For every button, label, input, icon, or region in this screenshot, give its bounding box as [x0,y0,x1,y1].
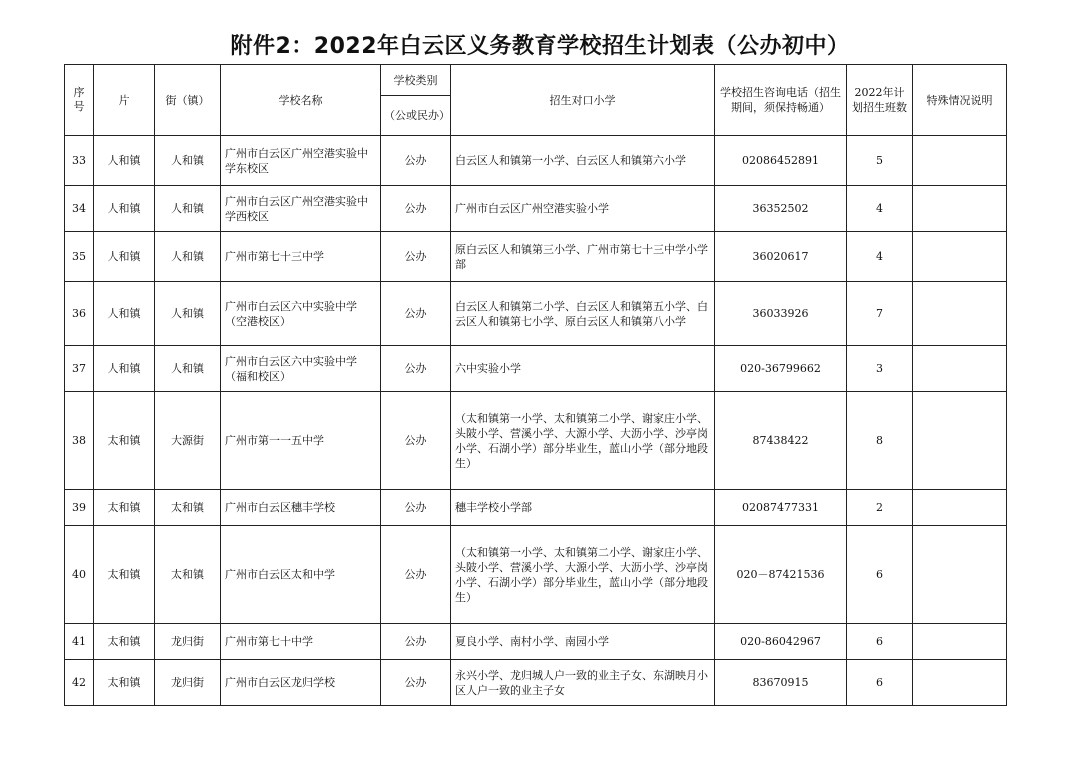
cell-phone: 87438422 [715,392,847,490]
cell-primary: （太和镇第一小学、太和镇第二小学、谢家庄小学、头陂小学、营溪小学、大源小学、大沥小学、沙亭岗小学、石湖小学）部分毕业生，蓝山小学（部分地段生） [451,526,715,624]
header-classes: 2022年计划招生班数 [847,65,913,136]
cell-primary: 白云区人和镇第二小学、白云区人和镇第五小学、白云区人和镇第七小学、原白云区人和镇第八小学 [451,282,715,346]
cell-special-note [913,346,1007,392]
header-special: 特殊情况说明 [913,65,1007,136]
cell-street: 太和镇 [155,490,221,526]
cell-area: 人和镇 [94,232,155,282]
cell-street: 人和镇 [155,282,221,346]
cell-seq: 39 [65,490,94,526]
cell-school-name: 广州市第七十中学 [221,624,381,660]
cell-school-name: 广州市白云区穗丰学校 [221,490,381,526]
cell-area: 太和镇 [94,526,155,624]
cell-school-type: 公办 [381,282,451,346]
cell-phone: 020-36799662 [715,346,847,392]
cell-area: 人和镇 [94,136,155,186]
cell-school-type: 公办 [381,136,451,186]
cell-street: 人和镇 [155,136,221,186]
table-row [65,136,1007,186]
cell-area: 太和镇 [94,392,155,490]
cell-area: 太和镇 [94,624,155,660]
header-area: 片 [94,65,155,136]
cell-classes: 7 [847,282,913,346]
table-row [65,660,1007,706]
cell-phone: 83670915 [715,660,847,706]
cell-school-type: 公办 [381,660,451,706]
cell-phone: 020-86042967 [715,624,847,660]
header-school-type: 学校类别 [381,65,451,96]
cell-special-note [913,624,1007,660]
cell-school-type: 公办 [381,392,451,490]
cell-phone: 020－87421536 [715,526,847,624]
cell-primary: 广州市白云区广州空港实验小学 [451,186,715,232]
header-phone: 学校招生咨询电话（招生期间，须保持畅通） [715,65,847,136]
table-row [65,232,1007,282]
cell-classes: 6 [847,624,913,660]
cell-phone: 02087477331 [715,490,847,526]
cell-classes: 2 [847,490,913,526]
cell-school-name: 广州市白云区六中实验中学（空港校区） [221,282,381,346]
cell-classes: 3 [847,346,913,392]
cell-school-name: 广州市第七十三中学 [221,232,381,282]
cell-special-note [913,282,1007,346]
cell-street: 人和镇 [155,232,221,282]
cell-area: 太和镇 [94,660,155,706]
cell-classes: 6 [847,526,913,624]
cell-area: 太和镇 [94,490,155,526]
cell-primary: 白云区人和镇第一小学、白云区人和镇第六小学 [451,136,715,186]
cell-street: 龙归街 [155,624,221,660]
page-title: 附件2：2022年白云区义务教育学校招生计划表（公办初中） [230,34,850,59]
cell-area: 人和镇 [94,346,155,392]
cell-phone: 36352502 [715,186,847,232]
cell-special-note [913,490,1007,526]
table-row [65,282,1007,346]
cell-classes: 4 [847,186,913,232]
cell-primary: 穗丰学校小学部 [451,490,715,526]
cell-seq: 34 [65,186,94,232]
table-row [65,624,1007,660]
cell-school-type: 公办 [381,526,451,624]
cell-street: 人和镇 [155,186,221,232]
cell-special-note [913,186,1007,232]
cell-school-type: 公办 [381,346,451,392]
cell-school-name: 广州市第一一五中学 [221,392,381,490]
cell-special-note [913,660,1007,706]
cell-seq: 37 [65,346,94,392]
cell-phone: 02086452891 [715,136,847,186]
header-primary: 招生对口小学 [451,65,715,136]
cell-seq: 33 [65,136,94,186]
cell-seq: 36 [65,282,94,346]
cell-school-type: 公办 [381,624,451,660]
cell-street: 人和镇 [155,346,221,392]
header-seq: 序号 [65,65,94,136]
table-row [65,392,1007,490]
cell-school-type: 公办 [381,186,451,232]
cell-phone: 36033926 [715,282,847,346]
cell-special-note [913,232,1007,282]
cell-primary: 六中实验小学 [451,346,715,392]
table-row [65,490,1007,526]
cell-seq: 35 [65,232,94,282]
enrollment-plan-table [64,64,1007,706]
cell-street: 龙归街 [155,660,221,706]
cell-seq: 38 [65,392,94,490]
cell-school-name: 广州市白云区太和中学 [221,526,381,624]
cell-school-name: 广州市白云区广州空港实验中学东校区 [221,136,381,186]
cell-classes: 6 [847,660,913,706]
cell-special-note [913,392,1007,490]
table-row [65,526,1007,624]
cell-classes: 8 [847,392,913,490]
cell-primary: 夏良小学、南村小学、南园小学 [451,624,715,660]
cell-phone: 36020617 [715,232,847,282]
cell-seq: 40 [65,526,94,624]
cell-school-type: 公办 [381,232,451,282]
header-school-type-sub: （公或民办） [381,96,451,136]
header-row-top [65,65,1007,96]
cell-area: 人和镇 [94,282,155,346]
cell-classes: 5 [847,136,913,186]
cell-school-name: 广州市白云区龙归学校 [221,660,381,706]
cell-primary: 原白云区人和镇第三小学、广州市第七十三中学小学部 [451,232,715,282]
header-school-name: 学校名称 [221,65,381,136]
table-row [65,186,1007,232]
cell-seq: 41 [65,624,94,660]
table-row [65,346,1007,392]
cell-seq: 42 [65,660,94,706]
cell-classes: 4 [847,232,913,282]
header-street: 街（镇） [155,65,221,136]
cell-school-name: 广州市白云区广州空港实验中学西校区 [221,186,381,232]
cell-primary: （太和镇第一小学、太和镇第二小学、谢家庄小学、头陂小学、营溪小学、大源小学、大沥小学、沙亭岗小学、石湖小学）部分毕业生，蓝山小学（部分地段生） [451,392,715,490]
cell-school-type: 公办 [381,490,451,526]
cell-primary: 永兴小学、龙归城人户一致的业主子女、东湖映月小区人户一致的业主子女 [451,660,715,706]
cell-street: 太和镇 [155,526,221,624]
cell-special-note [913,136,1007,186]
cell-area: 人和镇 [94,186,155,232]
cell-school-name: 广州市白云区六中实验中学（福和校区） [221,346,381,392]
cell-special-note [913,526,1007,624]
cell-street: 大源街 [155,392,221,490]
